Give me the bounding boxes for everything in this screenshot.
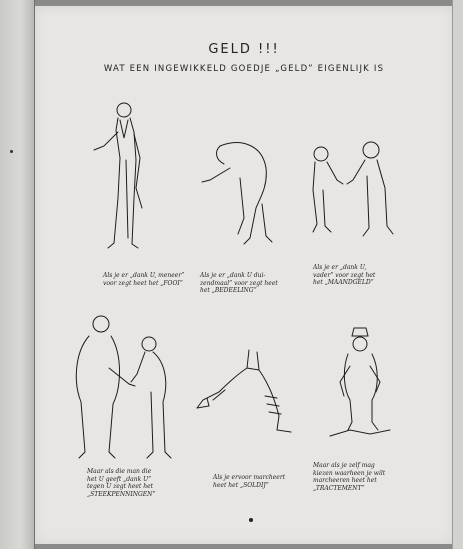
left-page-edge	[0, 0, 35, 549]
illustration-marching-legs	[195, 346, 305, 436]
book-page	[35, 6, 453, 544]
caption-tractement: Maar als je zelf mag kiezen waarheen je wilt marcheeren heet het „TRACTEMENT”	[313, 462, 386, 492]
caption-soldij: Als je ervoor marcheert heet het „SOLDIJ”	[213, 474, 286, 489]
page-mark-dot	[249, 518, 253, 522]
illustration-bowing-beggar	[200, 138, 280, 248]
caption-steekpenningen: Maar als die man die het U geeft „dank U” tegen U zegt heet het „STEEKPENNINGEN”	[87, 468, 156, 498]
page-title: GELD !!!	[208, 42, 280, 57]
right-page-edge	[452, 0, 463, 549]
illustration-bribery	[65, 312, 185, 462]
caption-maandgeld: Als je er „dank U, vader” voor zegt het het „MAANDGELD”	[313, 264, 376, 287]
caption-bedeeling: Als je er „dank U dui- zendmaal” voor zegt heet het „BEDEELING”	[200, 272, 278, 295]
caption-fooi: Als je er „dank U, meneer” voor zegt heet het „FOOI”	[103, 272, 185, 287]
illustration-officer	[320, 326, 400, 446]
page-subtitle: WAT EEN INGEWIKKELD GOEDJE „GELD” EIGENLIJK IS	[103, 64, 385, 74]
illustration-gentleman-tip	[90, 98, 160, 258]
margin-dot	[10, 150, 13, 153]
illustration-father-son	[307, 140, 399, 240]
